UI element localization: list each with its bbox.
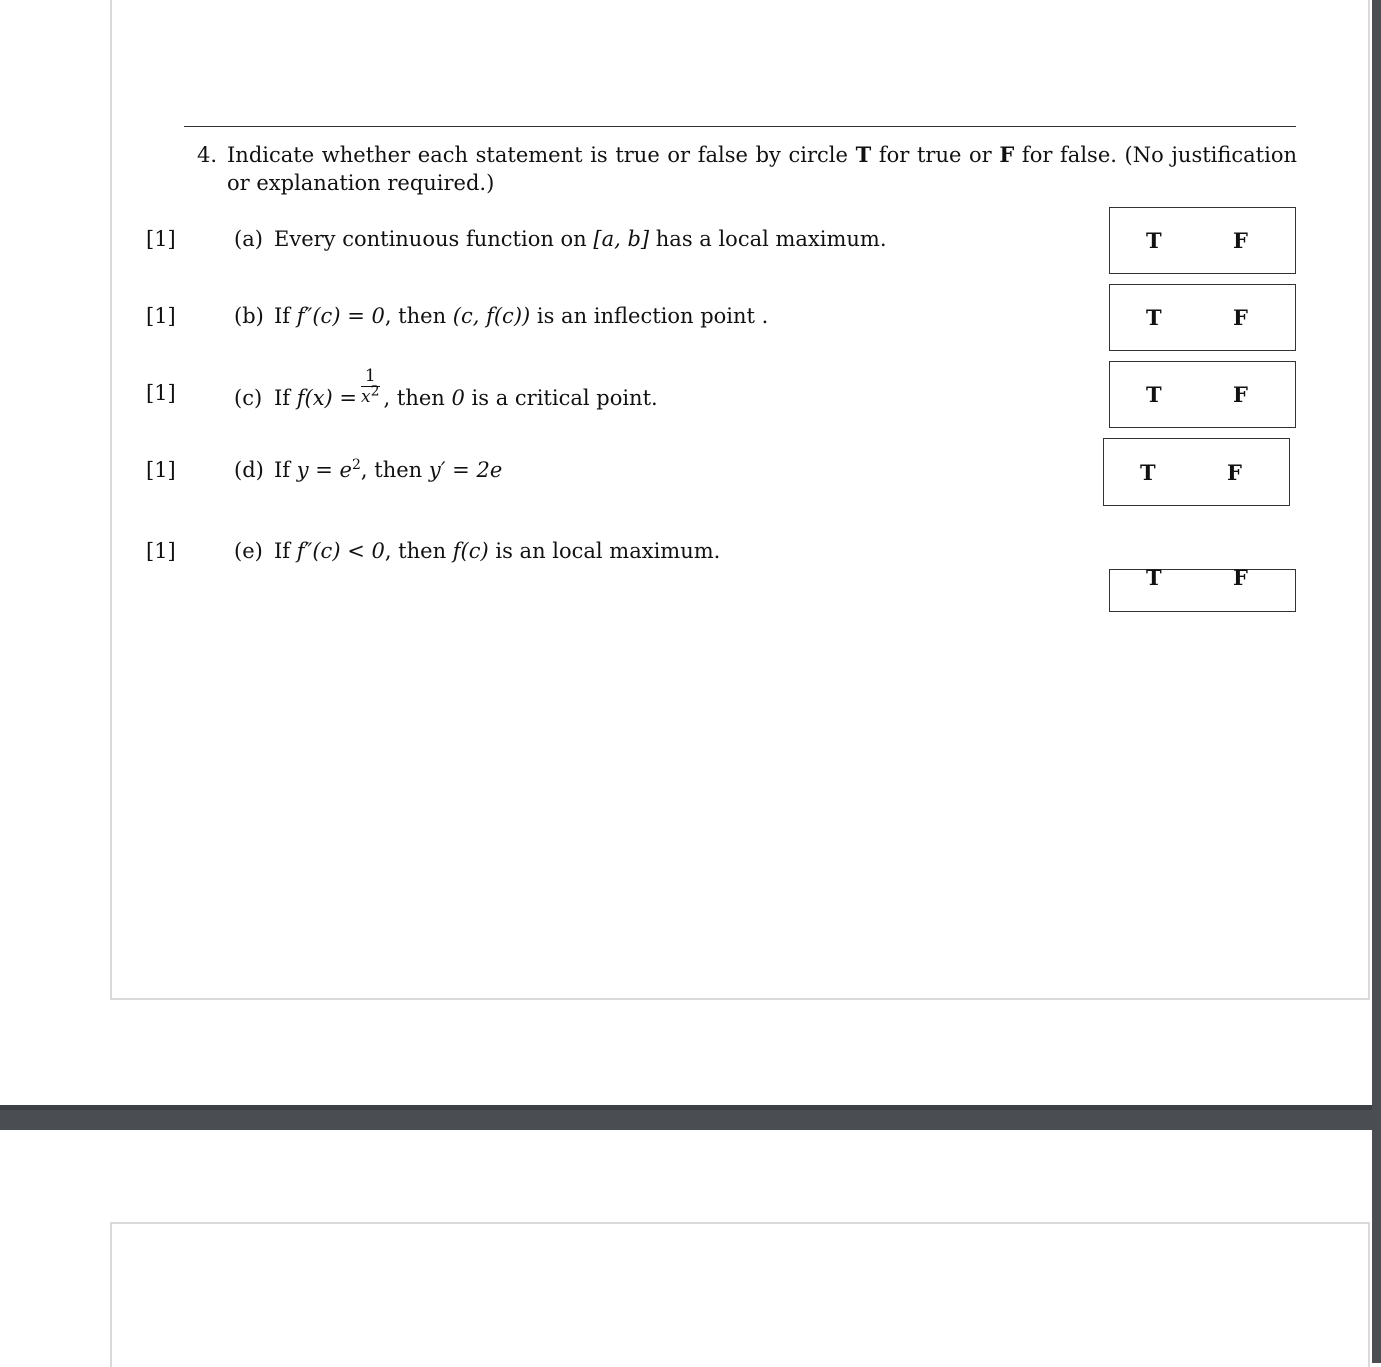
item-b-false-option[interactable]: F xyxy=(1233,305,1248,330)
item-a-marks: [1] xyxy=(146,227,176,251)
item-c-marks: [1] xyxy=(146,381,176,405)
item-a-false-option[interactable]: F xyxy=(1233,228,1248,253)
question-prompt xyxy=(197,141,1297,195)
item-b-answer-box[interactable] xyxy=(1109,284,1296,351)
item-d-statement: (d) If $y = e^2$, then y′ = 2e xyxy=(234,457,503,482)
item-e-true-option[interactable]: T xyxy=(1146,565,1162,590)
page-2 xyxy=(110,1222,1370,1367)
question-number: 4. xyxy=(197,143,218,167)
false-symbol: F xyxy=(999,142,1015,167)
item-d-true-option[interactable]: T xyxy=(1140,460,1156,485)
section-rule xyxy=(184,126,1296,127)
item-d-answer-box[interactable] xyxy=(1103,438,1290,506)
item-e-answer-box[interactable] xyxy=(1109,565,1296,612)
item-b-statement: (b) If f″(c) = 0, then (c, f(c)) is an inflection point . xyxy=(234,304,769,328)
item-c-false-option[interactable]: F xyxy=(1233,382,1248,407)
item-b-true-option[interactable]: T xyxy=(1146,305,1162,330)
item-d-label: (d) xyxy=(234,458,264,482)
scrollbar-track[interactable] xyxy=(1372,0,1381,1363)
question-body: Indicate whether each statement is true or false by circle T for true or F for false. (No justification or explanation required.) xyxy=(227,142,1297,195)
page-separator xyxy=(0,1105,1381,1130)
item-c-answer-box[interactable] xyxy=(1109,361,1296,428)
true-symbol: T xyxy=(855,142,872,167)
item-d-marks: [1] xyxy=(146,458,176,482)
item-e-label: (e) xyxy=(234,539,263,563)
item-e-statement: (e) If f″(c) < 0, then f(c) is an local maximum. xyxy=(234,539,721,563)
item-b-label: (b) xyxy=(234,304,264,328)
item-a-statement: (a) Every continuous function on [a, b] has a local maximum. xyxy=(234,227,887,251)
item-a-answer-box[interactable] xyxy=(1109,207,1296,274)
item-a-true-option[interactable]: T xyxy=(1146,228,1162,253)
item-e-marks: [1] xyxy=(146,539,176,563)
item-e-false-option[interactable]: F xyxy=(1233,565,1248,590)
item-a-label: (a) xyxy=(234,227,263,251)
item-c-statement: (c) If f(x) = $\frac{1}{x^2}$ , then 0 is a critical point. xyxy=(234,366,658,410)
fraction: $\frac{1}{x^2}$ xyxy=(361,366,380,407)
item-b-marks: [1] xyxy=(146,304,176,328)
item-c-true-option[interactable]: T xyxy=(1146,382,1162,407)
item-c-label: (c) xyxy=(234,386,263,410)
item-d-false-option[interactable]: F xyxy=(1227,460,1242,485)
